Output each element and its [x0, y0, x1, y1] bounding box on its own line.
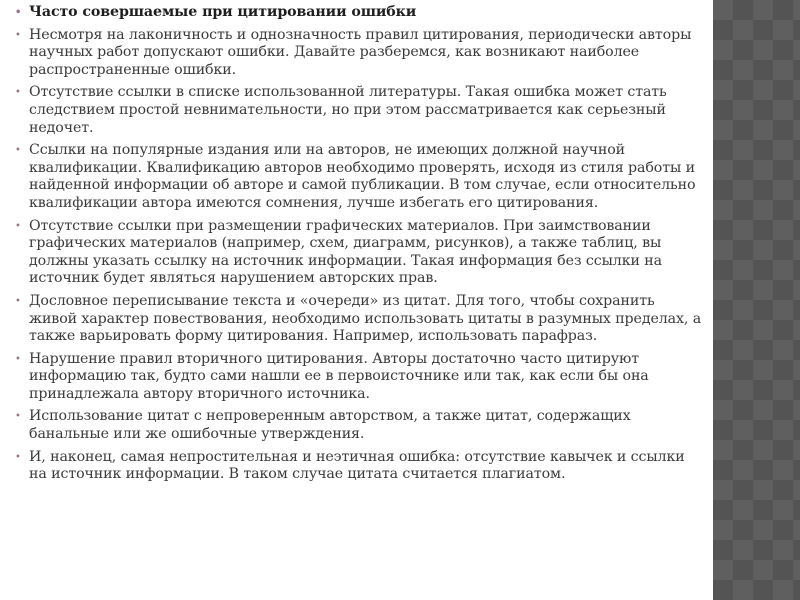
- item-text: Дословное переписывание текста и «очереди» из цитат. Для того, чтобы сохранить живой характер повествования, необходимо использовать цитаты в разумных пределах, а также варьировать форму цитирования. Например, использовать парафраз.: [29, 292, 702, 345]
- bullet-icon: •: [15, 451, 21, 463]
- bullet-icon: •: [15, 353, 21, 365]
- bullet-icon: •: [15, 29, 21, 41]
- decorative-diamond-panel: [713, 0, 800, 600]
- item-text: Ссылки на популярные издания или на авторов, не имеющих должной научной квалификации. Квалификацию авторов необходимо проверять, исходя из стиля работы и найденной информации об авторе и самой публикации. В том случае, если относительно квалификации автора имеются сомнения, лучше избегать его цитирования.: [29, 142, 696, 211]
- item-text: Отсутствие ссылки при размещении графических материалов. При заимствовании графических материалов (например, схем, диаграмм, рисунков), а также таблиц, вы должны указать ссылку на источник информации. Такая информация без ссылки на источник будет являться нарушением авторских прав.: [29, 217, 662, 287]
- slide-heading: [14, 4, 704, 22]
- item-text: Несмотря на лаконичность и однозначность правил цитирования, периодически авторы научных работ допускают ошибки. Давайте разберемся, как возникают наиболее распространенные ошибки.: [29, 26, 692, 78]
- list-item: [14, 218, 704, 288]
- list-item: [14, 293, 704, 346]
- list-item: [14, 27, 704, 80]
- bullet-icon: •: [15, 87, 21, 99]
- list-item: [14, 449, 704, 484]
- item-text: Использование цитат с непроверенным авторством, а также цитат, содержащих банальные или же ошибочные утверждения.: [29, 408, 631, 443]
- diamond-pattern: [713, 0, 800, 600]
- bullet-icon: •: [15, 295, 21, 307]
- item-text: Отсутствие ссылки в списке использованной литературы. Такая ошибка может стать следствием простой невнимательности, но при этом рассматривается как серьезный недочет.: [29, 84, 667, 136]
- list-item: [14, 351, 704, 404]
- bullet-list: [14, 4, 704, 489]
- list-item: [14, 408, 704, 443]
- item-text: Нарушение правил вторичного цитирования. Авторы достаточно часто цитируют информацию так, будто сами нашли ее в первоисточнике или так, как если бы она принадлежала автору вторичного источника.: [29, 350, 649, 402]
- list-item: [14, 84, 704, 137]
- bullet-icon: •: [15, 145, 21, 157]
- bullet-icon: •: [15, 220, 21, 232]
- heading-text: Часто совершаемые при цитировании ошибки: [29, 4, 417, 20]
- list-item: [14, 142, 704, 212]
- bullet-icon: •: [15, 7, 22, 18]
- bullet-icon: •: [15, 411, 21, 423]
- item-text: И, наконец, самая непростительная и неэтичная ошибка: отсутствие кавычек и ссылки на источник информации. В таком случае цитата считается плагиатом.: [29, 448, 685, 483]
